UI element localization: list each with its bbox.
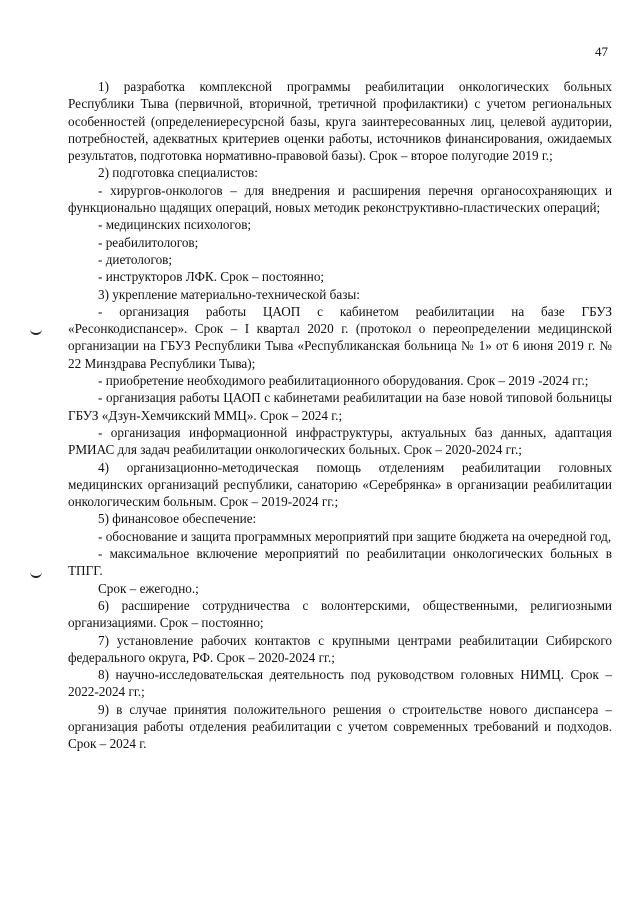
paragraph-11: - организация работы ЦАОП с кабинетами реабилитации на базе новой типовой больницы ГБУЗ «Дзун-Хемчикский ММЦ». Срок – 2024 г.; (68, 390, 612, 423)
paragraph-1: 1) разработка комплексной программы реабилитации онкологических больных Республики Тыва (первичной, вторичной, третичной профилактики) с учетом региональных особенностей (определениересурсной базы, круга заинтересованных лиц, целевой аудитории, потребностей, адекватных критериев оценки работы, источников финансирования, ожидаемых результатов, подготовка нормативно-правовой базы). Срок – второе полугодие 2019 г.; (68, 79, 612, 164)
paragraph-18: 6) расширение сотрудничества с волонтерскими, общественными, религиозными организациями. Срок – постоянно; (68, 597, 612, 631)
paragraph-5: - реабилитологов; (98, 234, 199, 250)
binder-hole-mark-bottom (30, 570, 42, 578)
paragraph-10: - приобретение необходимого реабилитационного оборудования. Срок – 2019 -2024 гг.; (98, 373, 589, 389)
paragraph-7: - инструкторов ЛФК. Срок – постоянно; (98, 269, 325, 285)
paragraph-21: 9) в случае принятия положительного решения о строительстве нового диспансера – организация работы отделения реабилитации с учетом современных требований и подходов. Срок – 2024 г. (68, 701, 612, 752)
binder-hole-mark-top (30, 327, 42, 335)
paragraph-13: 4) организационно-методическая помощь отделениям реабилитации головных медицинских организаций республики, санаторию «Серебрянка» в организации реабилитации онкологическим больным. Срок – 2019-2024 гг.; (68, 459, 612, 510)
paragraph-17: Срок – ежегодно.; (98, 580, 199, 596)
paragraph-3: - хирургов-онкологов – для внедрения и расширения перечня органосохраняющих и функционально щадящих операций, новых методик реконструктивно-пластических операций; (68, 182, 612, 216)
paragraph-2: 2) подготовка специалистов: (98, 165, 258, 181)
paragraph-16: - максимальное включение мероприятий по реабилитации онкологических больных в ТПГГ. (68, 546, 612, 579)
paragraph-14: 5) финансовое обеспечение: (98, 511, 257, 527)
paragraph-20: 8) научно-исследовательская деятельность под руководством головных НИМЦ. Срок – 2022-2024 гг.; (68, 667, 612, 700)
paragraph-9: - организация работы ЦАОП с кабинетом реабилитации на базе ГБУЗ «Ресонкодиспансер». Срок – I квартал 2020 г. (протокол о переопределении медицинской организации на ГБУЗ Республики Тыва «Республиканская больница № 1» от 6 июня 2019 г. № 22 Минздрава Республики Тыва); (68, 303, 612, 371)
paragraph-8: 3) укрепление материально-технической базы: (98, 286, 360, 302)
paragraph-4: - медицинских психологов; (98, 217, 252, 233)
document-body (68, 78, 612, 753)
paragraph-19: 7) установление рабочих контактов с крупными центрами реабилитации Сибирского федерального округа, РФ. Срок – 2020-2024 гг.; (68, 632, 612, 665)
page-number: 47 (595, 44, 608, 59)
paragraph-6: - диетологов; (98, 251, 173, 267)
paragraph-12: - организация информационной инфраструктуры, актуальных баз данных, адаптация РМИАС для задач реабилитации онкологических больных. Срок – 2020-2024 гг.; (68, 424, 612, 458)
paragraph-15: - обоснование и защита программных мероприятий при защите бюджета на очередной год, (98, 528, 612, 544)
